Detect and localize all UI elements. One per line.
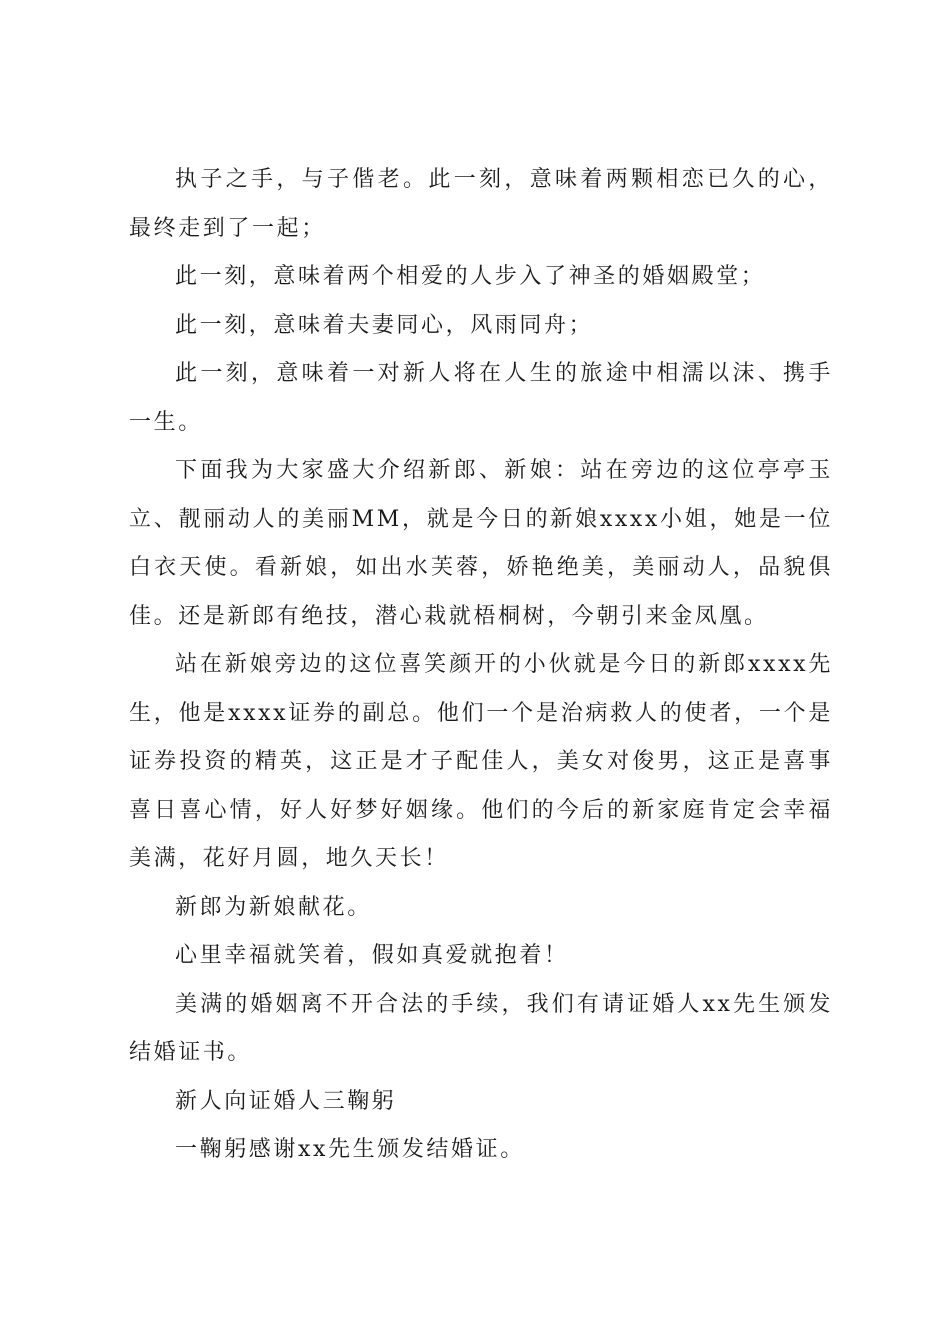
paragraph-1: 执子之手，与子偕老。此一刻，意味着两颗相恋已久的心，最终走到了一起；: [129, 167, 833, 241]
paragraph-7: 新郎为新娘献花。: [175, 894, 372, 920]
paragraph-5: 下面我为大家盛大介绍新郎、新娘：站在旁边的这位亭亭玉立、靓丽动人的美丽MM，就是今日的新娘xxxx小姐，她是一位白衣天使。看新娘，如出水芙蓉，娇艳绝美，美丽动人，品貌俱佳。还是新郎有绝技，潜心栽就梧桐树，今朝引来金凤凰。: [129, 458, 833, 629]
paragraph-10: 新人向证婚人三鞠躬: [175, 1088, 397, 1114]
paragraph-9: 美满的婚姻离不开合法的手续，我们有请证婚人xx先生颁发结婚证书。: [129, 991, 833, 1065]
paragraph-11: 一鞠躬感谢xx先生颁发结婚证。: [175, 1137, 525, 1162]
paragraph-8: 心里幸福就笑着，假如真爱就抱着！: [175, 943, 569, 968]
paragraph-3: 此一刻，意味着夫妻同心，风雨同舟；: [175, 312, 594, 338]
paragraph-4: 此一刻，意味着一对新人将在人生的旅途中相濡以沫、携手一生。: [129, 361, 833, 435]
paragraph-6: 站在新娘旁边的这位喜笑颜开的小伙就是今日的新郎xxxx先生，他是xxxx证券的副总。他们一个是治病救人的使者，一个是证券投资的精英，这正是才子配佳人，美女对俊男，这正是喜事喜日喜心情，好人好梦好姻缘。他们的今后的新家庭肯定会幸福美满，花好月圆，地久天长！: [129, 652, 833, 871]
paragraph-2: 此一刻，意味着两个相爱的人步入了神圣的婚姻殿堂；: [175, 264, 766, 289]
document-body: [129, 156, 833, 1175]
